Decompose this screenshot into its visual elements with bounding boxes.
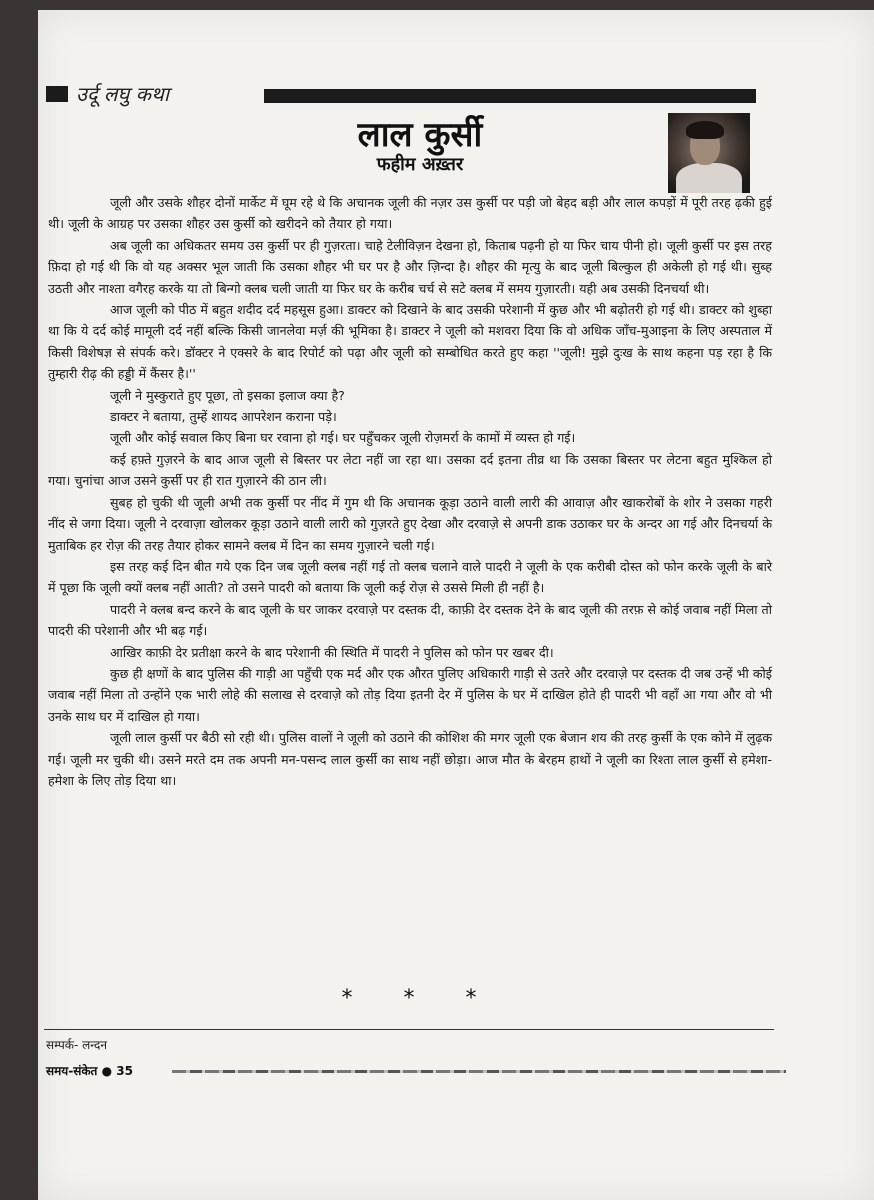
paragraph: जूली और उसके शौहर दोनों मार्केट में घूम रहे थे कि अचानक जूली की नज़र उस कुर्सी पर पड़ी जो बेहद बड़ी और लाल कपड़ों में पूरी तरह ढ़की हुई थी। जूली के आग्रह पर उसका शौहर उस कुर्सी को खरीदने को तैयार हो गया। — [48, 195, 772, 232]
paragraph: आज जूली को पीठ में बहुत शदीद दर्द महसूस हुआ। डाक्टर को दिखाने के बाद उसकी परेशानी में कुछ और भी बढ़ोतरी हो गई थी। डाक्टर को शुब्हा था कि ये दर्द कोई मामूली दर्द नहीं बल्कि किसी जानलेवा मर्ज़ की भूमिका है। डाक्टर ने जूली को मशवरा दिया कि वो अधिक जाँच-मुआइना के लिए अस्पताल में किसी विशेषज्ञ से संपर्क करे। डॉक्टर ने एक्सरे के बाद रिपोर्ट को पढ़ा और जूली को सम्बोधित करते हुए कहा ''जूली! मुझे दुःख के साथ कहना पड़ रहा है कि तुम्हारी रीढ़ की हड्डी में कैंसर है।'' — [48, 302, 772, 382]
paragraph: डाक्टर ने बताया, तुम्हें शायद आपरेशन कराना पड़े। — [110, 409, 337, 425]
divider — [44, 1029, 774, 1030]
paragraph: कई हफ़्ते गुज़रने के बाद आज जूली से बिस्तर पर लेटा नहीं जा रहा था। उसका दर्द इतना तीव्र था कि उसका बिस्तर पर लेटना बहुत मुश्किल हो गया। चुनांचा आज उसने कुर्सी पर ही रात गुज़ारने की ठान ली। — [48, 451, 772, 489]
paragraph: पादरी ने क्लब बन्द करने के बाद जूली के घर जाकर दरवाज़े पर दस्तक दी, काफ़ी देर दस्तक देने के बाद जूली की तरफ़ से कोई जवाब नहीं मिला तो पादरी की परेशानी और भी बढ़ गई। — [48, 601, 772, 639]
paragraph: कुछ ही क्षणों के बाद पुलिस की गाड़ी आ पहुँची एक मर्द और एक औरत पुलिए अधिकारी गाड़ी से उतरे और दरवाज़े पर दस्तक दी जब उन्हें भी कोई जवाब नहीं मिला तो उन्होंने एक भारी लोहे की सलाख से दरवाज़े को तोड़ दिया इतनी देर में पुलिस के घर में दाखिल होते ही पादरी भी वहाँ आ गया और वो भी उनके साथ घर में दाखिल हो गया। — [48, 665, 772, 724]
end-mark: * * * — [341, 986, 499, 1011]
author-name: फहीम अख़्तर — [376, 154, 464, 175]
story-body — [48, 192, 772, 791]
page-footer — [46, 1062, 133, 1079]
section-header — [46, 76, 756, 112]
magazine-name: समय-संकेत — [46, 1064, 98, 1078]
paragraph: जूली ने मुस्कुराते हुए पूछा, तो इसका इलाज क्या है? — [110, 387, 345, 403]
contact-line: सम्पर्क- लन्दन — [46, 1038, 107, 1052]
paragraph: इस तरह कई दिन बीत गये एक दिन जब जूली क्लब नहीं गई तो क्लब चलाने वाले पादरी ने जूली के एक करीबी दोस्त को फोन करके जूली के बारे में पूछा कि जूली क्यों क्लब नहीं आती? तो उसने पादरी को बताया कि जूली कई रोज़ से उससे मिली ही नहीं है। — [48, 558, 772, 596]
header-square-mark — [46, 86, 68, 102]
author-photo — [668, 113, 750, 193]
story-title: लाल कुर्सी — [357, 115, 483, 155]
paragraph: आखिर काफ़ी देर प्रतीक्षा करने के बाद परेशानी की स्थिति में पादरी ने पुलिस को फोन पर खबर दी। — [110, 644, 554, 660]
bullet-separator: ● — [101, 1064, 117, 1078]
paragraph: जूली लाल कुर्सी पर बैठी सो रही थी। पुलिस वालों ने जूली को उठाने की कोशिश की मगर जूली एक बेजान शय की तरह कुर्सी के एक कोने में लुढ़क गई। जूली मर चुकी थी। उसने मरते दम तक अपनी मन-पसन्द लाल कुर्सी का साथ नहीं छोड़ा। आज मौत के बेरहम हाथों ने जूली का रिश्ता लाल कुर्सी से हमेशा-हमेशा के लिए तोड़ दिया था। — [48, 730, 772, 788]
paragraph: सुबह हो चुकी थी जूली अभी तक कुर्सी पर नींद में गुम थी कि अचानक कूड़ा उठाने वाली लारी की आवाज़ और खाकरोबों के शोर ने उसका गहरी नींद से जगा दिया। जूली ने दरवाज़ा खोलकर कूड़ा उठाने वाली लारी को गुज़रते हुए देखा और दरवाज़े से अपनी डाक उठाकर घर के अन्दर आ गई और दिनचर्या के मुताबिक हर रोज़ की तरह तैयार होकर सामने क्लब में दिन का समय गुज़ारने चली गई। — [48, 494, 772, 553]
footer-rule — [172, 1070, 786, 1073]
header-bar — [264, 89, 756, 103]
page-number: 35 — [116, 1064, 133, 1078]
paragraph: जूली और कोई सवाल किए बिना घर रवाना हो गई। घर पहुँचकर जूली रोज़मर्रा के कामों में व्यस्त हो गई। — [110, 430, 576, 446]
section-label: उर्दू लघु कथा — [76, 82, 169, 106]
paragraph: अब जूली का अधिकतर समय उस कुर्सी पर ही गुज़रता। चाहे टेलीविज़न देखना हो, किताब पढ़नी हो या फिर चाय पीनी हो। जूली कुर्सी पर इस तरह फ़िदा हो गई थी कि वो यह अक्सर भूल जाती कि उसका शौहर भी घर पर है और ज़िन्दा है। शौहर की मृत्यु के बाद जूली बिल्कुल ही अकेली हो गई थी। सुब्ह उठती और नाश्ता वगैरह करके या तो बिन्गो क्लब चली जाती या फिर घर के करीब चर्च से सटे क्लब में समय गुज़ारती। यही अब उसकी दिनचर्या थी। — [48, 237, 772, 296]
